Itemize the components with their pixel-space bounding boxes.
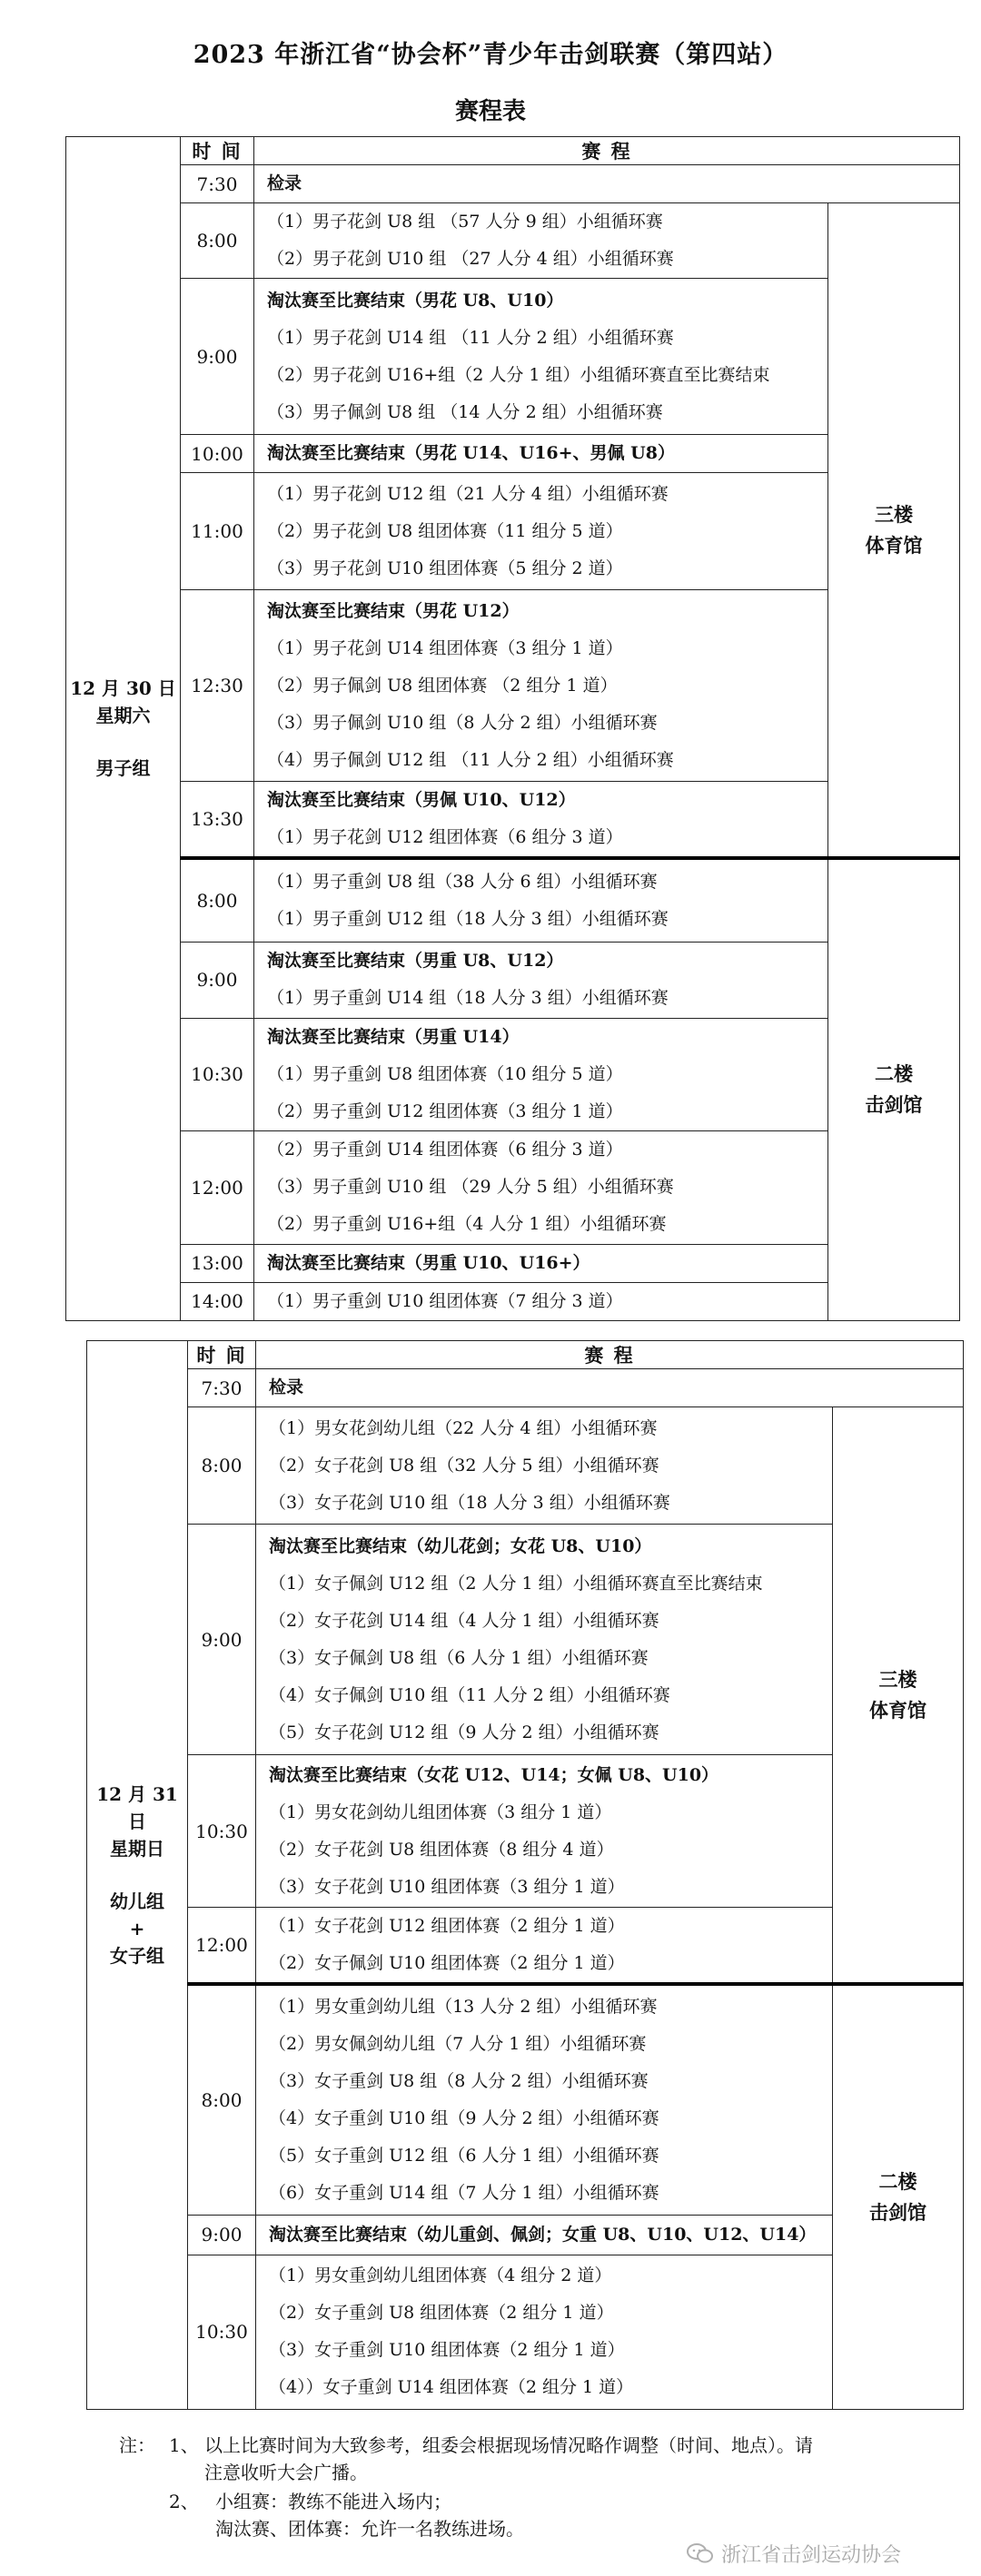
slot-time: 9:00 <box>181 279 254 435</box>
wechat-icon <box>687 2542 714 2564</box>
watermark-text: 浙江省击剑运动协会 <box>721 2543 902 2567</box>
event-line: （1）男子重剑 U8 组（38 人分 6 组）小组循环赛 <box>267 871 658 892</box>
event-line: （1）男子花剑 U8 组 （57 人分 9 组）小组循环赛 <box>267 212 663 232</box>
event-line: （2）男子重剑 U12 组团体赛（3 组分 1 道） <box>267 1100 623 1121</box>
event-line: （1）男女重剑幼儿组团体赛（4 组分 2 道） <box>269 2265 612 2285</box>
schedule-row <box>87 1984 964 2215</box>
event-line: （2）男子花剑 U8 组团体赛（11 组分 5 道） <box>267 520 623 541</box>
notes-label: 注： <box>119 2434 155 2456</box>
knockout-note: 检录 <box>269 1377 304 1397</box>
venue-line: 二楼 <box>875 1062 913 1086</box>
event-line: （3）女子花剑 U10 组（18 人分 3 组）小组循环赛 <box>269 1492 670 1513</box>
date-label: 12 月 31 日 <box>96 1782 178 1832</box>
schedule-row <box>66 473 960 590</box>
event-line: （1）男子花剑 U12 组（21 人分 4 组）小组循环赛 <box>267 483 669 504</box>
watermark-logo <box>687 2539 901 2568</box>
event-line: （2）女子花剑 U8 组（32 人分 5 组）小组循环赛 <box>269 1455 659 1476</box>
schedule-row <box>66 203 960 279</box>
day-cell <box>66 137 181 1321</box>
weekday-label: 星期六 <box>95 705 151 727</box>
note-2-line1: 小组赛：教练不能进入场内； <box>215 2491 451 2512</box>
slot-events <box>256 1908 833 1985</box>
knockout-note: 淘汰赛至比赛结束（女花 U12、U14；女佩 U8、U10） <box>269 1764 719 1785</box>
slot-events <box>256 1525 833 1755</box>
weekday-label: 星期日 <box>110 1837 164 1860</box>
slot-events <box>254 942 828 1018</box>
event-line: （4）男子佩剑 U12 组 （11 人分 2 组）小组循环赛 <box>267 749 674 770</box>
slot-events <box>256 1369 964 1407</box>
slot-events <box>254 858 828 942</box>
event-line: （3）男子佩剑 U8 组 （14 人分 2 组）小组循环赛 <box>267 401 663 422</box>
slot-time: 7:30 <box>181 165 254 203</box>
event-line: （1）男子花剑 U12 组团体赛（6 组分 3 道） <box>267 827 623 847</box>
note-1-number: 1、 <box>169 2434 199 2456</box>
slot-time: 14:00 <box>181 1282 254 1320</box>
venue-cell <box>828 858 960 1320</box>
note-1-line1: 以上比赛时间为大致参考，组委会根据现场情况略作调整（时间、地点）。请 <box>204 2434 813 2456</box>
page-subtitle: 赛程表 <box>454 98 526 125</box>
event-line: （4）女子重剑 U10 组（9 人分 2 组）小组循环赛 <box>269 2107 659 2128</box>
event-line: （4））女子重剑 U14 组团体赛（2 组分 1 道） <box>269 2377 634 2397</box>
venue-cell <box>833 1407 964 1985</box>
event-line: （2）男子重剑 U14 组团体赛（6 组分 3 道） <box>267 1140 623 1160</box>
knockout-note: 淘汰赛至比赛结束（男重 U10、U16+） <box>267 1252 590 1273</box>
schedule-table-day1 <box>65 136 960 1321</box>
schedule-row <box>66 590 960 782</box>
slot-events <box>254 165 960 203</box>
group-label: + <box>129 1917 145 1939</box>
event-line: （3）男子重剑 U10 组 （29 人分 5 组）小组循环赛 <box>267 1177 674 1197</box>
event-line: （5）女子重剑 U12 组（6 人分 1 组）小组循环赛 <box>269 2145 659 2166</box>
time-header: 时 间 <box>181 137 254 165</box>
slot-time: 12:30 <box>181 590 254 782</box>
event-line: （2）男子重剑 U16+组（4 人分 1 组）小组循环赛 <box>267 1214 667 1234</box>
event-line: （2）男子佩剑 U8 组团体赛 （2 组分 1 道） <box>267 675 618 696</box>
knockout-note: 淘汰赛至比赛结束（男花 U12） <box>267 600 520 621</box>
knockout-note: 淘汰赛至比赛结束（男花 U8、U10） <box>267 290 564 311</box>
slot-events <box>256 1984 833 2215</box>
slot-events <box>254 279 828 435</box>
event-line: （1）男女花剑幼儿组团体赛（3 组分 1 道） <box>269 1801 612 1822</box>
event-line: （5）女子花剑 U12 组（9 人分 2 组）小组循环赛 <box>269 1722 659 1742</box>
event-line: （1）男子重剑 U14 组（18 人分 3 组）小组循环赛 <box>267 988 669 1008</box>
slot-time: 10:30 <box>181 1018 254 1130</box>
time-header: 时 间 <box>188 1341 256 1369</box>
event-line: （1）女子佩剑 U12 组（2 人分 1 组）小组循环赛直至比赛结束 <box>269 1573 763 1594</box>
schedule-row <box>87 1369 964 1407</box>
knockout-note: 淘汰赛至比赛结束（幼儿花剑；女花 U8、U10） <box>269 1535 652 1556</box>
group-label: 男子组 <box>95 757 151 780</box>
slot-time: 8:00 <box>188 1407 256 1525</box>
schedule-row <box>66 858 960 942</box>
venue-line: 二楼 <box>878 2169 917 2193</box>
slot-time: 9:00 <box>188 2215 256 2255</box>
schedule-row <box>66 942 960 1018</box>
schedule-row <box>66 1244 960 1282</box>
note-2-number: 2、 <box>169 2491 199 2512</box>
event-line: （1）男女重剑幼儿组（13 人分 2 组）小组循环赛 <box>269 1996 658 2017</box>
slot-time: 10:00 <box>181 435 254 473</box>
slot-events <box>254 203 828 279</box>
header-row <box>87 1341 964 1369</box>
schedule-row <box>66 782 960 859</box>
schedule-table-day2 <box>86 1340 964 2410</box>
slot-events <box>254 1130 828 1244</box>
slot-events <box>254 473 828 590</box>
slot-time: 12:00 <box>188 1908 256 1985</box>
date-label: 12 月 30 日 <box>70 677 176 700</box>
schedule-row <box>66 165 960 203</box>
slot-time: 8:00 <box>181 203 254 279</box>
slot-events <box>256 1755 833 1908</box>
schedule-row <box>66 1130 960 1244</box>
schedule-row <box>87 1908 964 1985</box>
event-line: （1）男子重剑 U12 组（18 人分 3 组）小组循环赛 <box>267 908 669 929</box>
event-line: （1）女子花剑 U12 组团体赛（2 组分 1 道） <box>269 1916 625 1936</box>
schedule-row <box>87 2215 964 2255</box>
slot-events <box>254 1244 828 1282</box>
event-line: （3）男子佩剑 U10 组（8 人分 2 组）小组循环赛 <box>267 712 658 733</box>
knockout-note: 淘汰赛至比赛结束（男花 U14、U16+、男佩 U8） <box>267 443 675 463</box>
venue-line: 三楼 <box>878 1667 917 1691</box>
slot-events <box>254 782 828 859</box>
event-line: （2）女子花剑 U14 组（4 人分 1 组）小组循环赛 <box>269 1610 659 1631</box>
page-title: 2023 年浙江省“协会杯”青少年击剑联赛（第四站） <box>193 41 788 69</box>
group-label: 女子组 <box>110 1944 164 1967</box>
slot-time: 11:00 <box>181 473 254 590</box>
slot-time: 13:00 <box>181 1244 254 1282</box>
slot-time: 8:00 <box>188 1984 256 2215</box>
knockout-note: 淘汰赛至比赛结束（男佩 U10、U12） <box>267 790 576 810</box>
slot-time: 7:30 <box>188 1369 256 1407</box>
slot-events <box>256 2255 833 2409</box>
venue-line: 三楼 <box>875 502 913 526</box>
event-line: （3）男子花剑 U10 组团体赛（5 组分 2 道） <box>267 558 623 578</box>
venue-cell <box>833 1984 964 2409</box>
event-line: （2）男子花剑 U10 组 （27 人分 4 组）小组循环赛 <box>267 249 674 269</box>
event-line: （4）女子佩剑 U10 组（11 人分 2 组）小组循环赛 <box>269 1684 670 1705</box>
note-1-line2: 注意收听大会广播。 <box>204 2462 368 2483</box>
knockout-note: 检录 <box>267 173 302 193</box>
slot-time: 8:00 <box>181 858 254 942</box>
slot-events <box>254 435 828 473</box>
schedule-row <box>87 2255 964 2409</box>
event-line: （1）男子花剑 U14 组 （11 人分 2 组）小组循环赛 <box>267 327 674 348</box>
knockout-note: 淘汰赛至比赛结束（幼儿重剑、佩剑；女重 U8、U10、U12、U14） <box>269 2224 817 2245</box>
slot-events <box>254 1018 828 1130</box>
event-line: （3）女子佩剑 U8 组（6 人分 1 组）小组循环赛 <box>269 1647 649 1668</box>
event-line: （2）女子花剑 U8 组团体赛（8 组分 4 道） <box>269 1839 614 1860</box>
knockout-note: 淘汰赛至比赛结束（男重 U8、U12） <box>267 951 564 971</box>
event-line: （2）女子佩剑 U10 组团体赛（2 组分 1 道） <box>269 1953 625 1973</box>
venue-line: 击剑馆 <box>865 1093 923 1117</box>
slot-events <box>254 1282 828 1320</box>
schedule-row <box>87 1755 964 1908</box>
venue-line: 体育馆 <box>869 1698 926 1722</box>
event-line: （1）男子重剑 U8 组团体赛（10 组分 5 道） <box>267 1063 623 1084</box>
day-cell <box>87 1341 188 2410</box>
slot-time: 13:30 <box>181 782 254 859</box>
slot-time: 9:00 <box>188 1525 256 1755</box>
schedule-row <box>87 1407 964 1525</box>
event-line: （1）男子花剑 U14 组团体赛（3 组分 1 道） <box>267 637 623 658</box>
schedule-row <box>66 279 960 435</box>
event-line: （1）男女花剑幼儿组（22 人分 4 组）小组循环赛 <box>269 1417 658 1438</box>
event-line: （6）女子重剑 U14 组（7 人分 1 组）小组循环赛 <box>269 2182 659 2203</box>
knockout-note: 淘汰赛至比赛结束（男重 U14） <box>267 1026 520 1047</box>
venue-line: 体育馆 <box>865 533 923 557</box>
schedule-row <box>66 435 960 473</box>
slot-events <box>256 2215 833 2255</box>
schedule-row <box>87 1525 964 1755</box>
group-label: 幼儿组 <box>110 1890 164 1912</box>
slot-time: 10:30 <box>188 2255 256 2409</box>
schedule-header: 赛 程 <box>256 1341 964 1369</box>
venue-cell <box>828 203 960 859</box>
event-line: （1）男子重剑 U10 组团体赛（7 组分 3 道） <box>267 1290 623 1311</box>
event-line: （3）女子重剑 U8 组（8 人分 2 组）小组循环赛 <box>269 2070 649 2091</box>
slot-time: 10:30 <box>188 1755 256 1908</box>
event-line: （3）女子花剑 U10 组团体赛（3 组分 1 道） <box>269 1876 625 1897</box>
note-2-line2: 淘汰赛、团体赛：允许一名教练进场。 <box>215 2518 524 2540</box>
slot-events <box>254 590 828 782</box>
event-line: （2）女子重剑 U8 组团体赛（2 组分 1 道） <box>269 2303 614 2323</box>
slot-events <box>256 1407 833 1525</box>
header-row <box>66 137 960 165</box>
slot-time: 12:00 <box>181 1130 254 1244</box>
schedule-row <box>66 1282 960 1320</box>
event-line: （3）女子重剑 U10 组团体赛（2 组分 1 道） <box>269 2340 625 2360</box>
event-line: （2）男子花剑 U16+组（2 人分 1 组）小组循环赛直至比赛结束 <box>267 364 770 385</box>
event-line: （2）男女佩剑幼儿组（7 人分 1 组）小组循环赛 <box>269 2033 647 2054</box>
schedule-header: 赛 程 <box>254 137 960 165</box>
venue-line: 击剑馆 <box>869 2200 926 2224</box>
schedule-row <box>66 1018 960 1130</box>
slot-time: 9:00 <box>181 942 254 1018</box>
